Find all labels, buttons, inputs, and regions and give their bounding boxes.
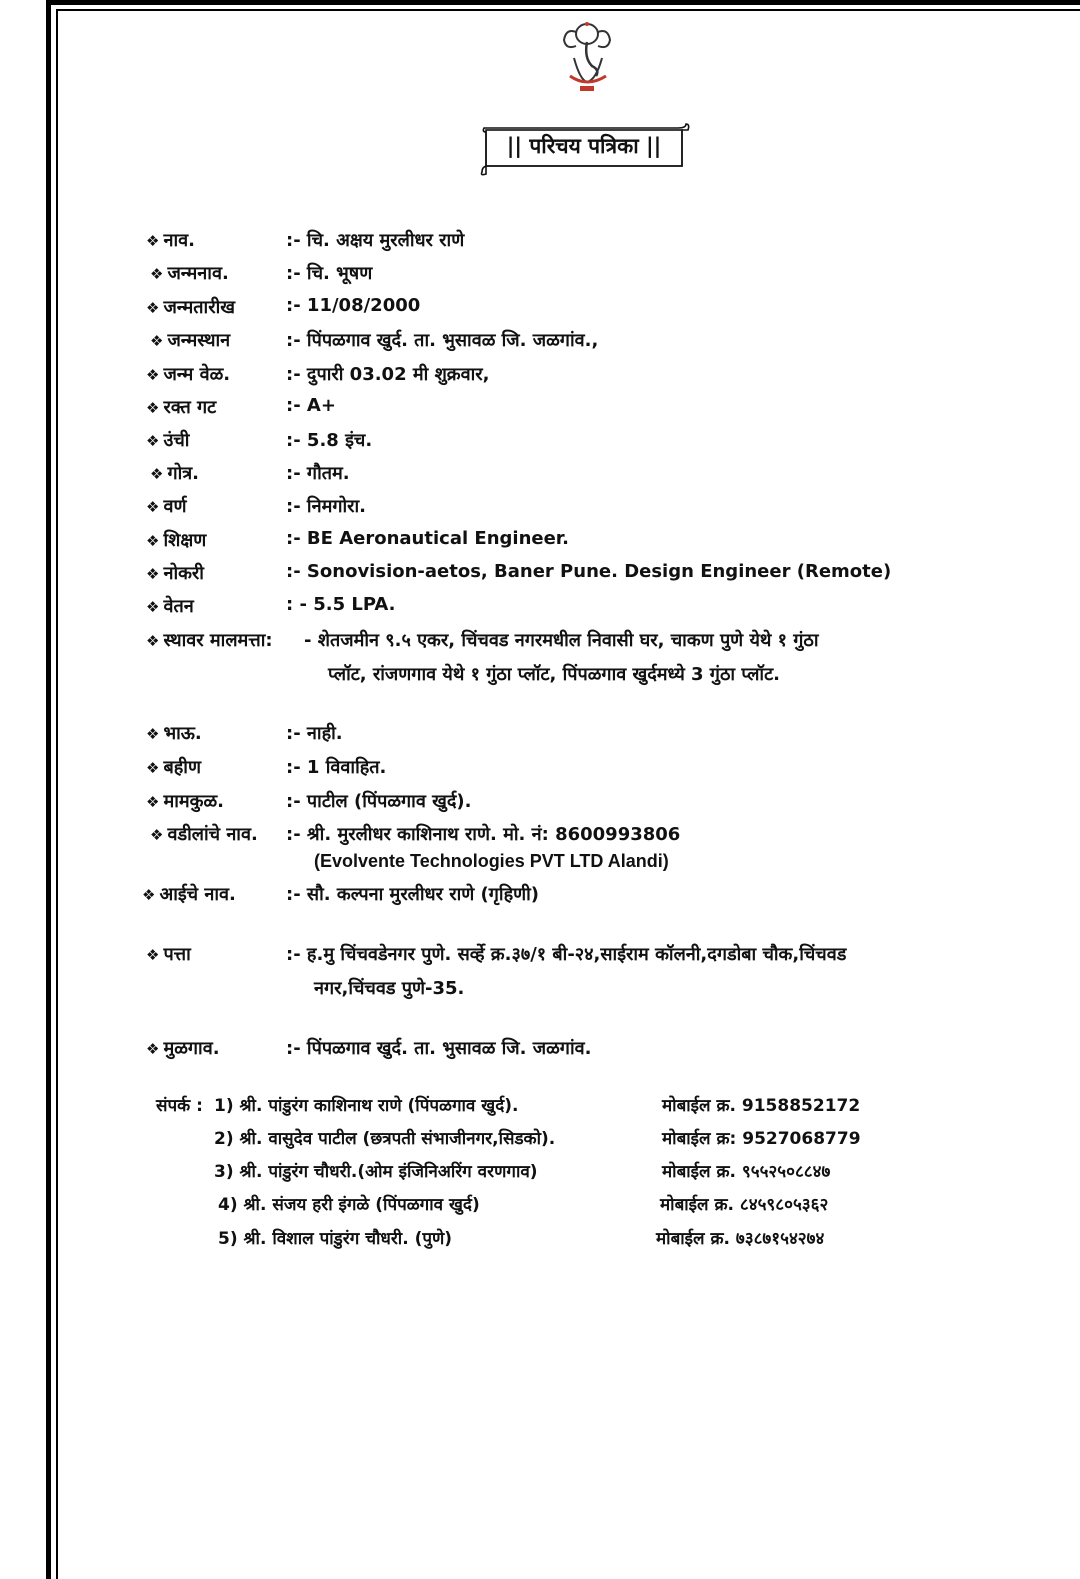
detail-label — [150, 461, 199, 485]
property-value: - शेतजमीन ९.५ एकर, चिंचवड नगरमधील निवासी घर, चाकण पुणे येथे १ गुंठा — [304, 630, 819, 651]
contact-name: 5) श्री. विशाल पांडुरंग चौधरी. (पुणे) — [218, 1229, 453, 1249]
family-value: :- 1 विवाहित. — [286, 757, 387, 778]
detail-label-text: उंची — [163, 430, 190, 451]
bullet-icon: ❖ — [146, 725, 160, 743]
detail-label-text: रक्त गट — [163, 397, 217, 418]
property-label — [146, 628, 273, 652]
detail-label — [146, 228, 195, 252]
detail-row — [146, 494, 1046, 524]
contact-mobile: मोबाईल क्र. 9158852172 — [662, 1096, 861, 1116]
detail-label-text: पत्ता — [163, 944, 191, 965]
detail-label-text: स्थावर मालमत्ता: — [163, 630, 273, 651]
bullet-icon: ❖ — [150, 826, 164, 844]
page-title: || परिचय पत्रिका || — [506, 134, 662, 158]
contact-name: 1) श्री. पांडुरंग काशिनाथ राणे (पिंपळगाव खुर्द). — [214, 1096, 519, 1116]
detail-value: : - 5.5 LPA. — [286, 594, 396, 615]
detail-label-text: मामकुळ. — [163, 791, 224, 812]
bullet-icon: ❖ — [146, 632, 160, 650]
detail-label — [146, 494, 186, 518]
detail-row — [146, 362, 1046, 392]
detail-label-text: जन्मनाव. — [167, 263, 229, 284]
detail-value: :- 11/08/2000 — [286, 295, 421, 316]
bullet-icon: ❖ — [146, 946, 160, 964]
bullet-icon: ❖ — [150, 332, 164, 350]
bullet-icon: ❖ — [146, 299, 160, 317]
bullet-icon: ❖ — [146, 366, 160, 384]
detail-row — [146, 755, 1046, 785]
detail-label-text: वडीलांचे नाव. — [167, 824, 258, 845]
bullet-icon: ❖ — [146, 759, 160, 777]
detail-label-text: नाव. — [163, 230, 195, 251]
bullet-icon: ❖ — [146, 399, 160, 417]
detail-value: :- दुपारी 03.02 मी शुक्रवार, — [286, 364, 490, 385]
detail-row — [146, 789, 1046, 819]
contact-name: 2) श्री. वासुदेव पाटील (छत्रपती संभाजीनगर,सिडको). — [214, 1129, 556, 1149]
detail-label-text: बहीण — [163, 757, 201, 778]
detail-label — [146, 295, 235, 319]
detail-row — [142, 882, 1042, 912]
detail-row — [146, 295, 1046, 325]
detail-row — [146, 428, 1046, 458]
detail-label — [146, 561, 204, 585]
detail-label-text: शिक्षण — [163, 530, 207, 551]
family-value: :- पाटील (पिंपळगाव खुर्द). — [286, 791, 472, 812]
mother-value: :- सौ. कल्पना मुरलीधर राणे (गृहिणी) — [286, 884, 540, 905]
bullet-icon: ❖ — [142, 886, 156, 904]
contact-mobile: मोबाईल क्र: 9527068779 — [662, 1129, 861, 1149]
bullet-icon: ❖ — [150, 465, 164, 483]
mother-label — [142, 882, 236, 906]
bullet-icon: ❖ — [146, 532, 160, 550]
detail-value: :- चि. भूषण — [286, 263, 373, 284]
father-company: (Evolvente Technologies PVT LTD Alandi) — [314, 851, 669, 871]
contacts-label: संपर्क : — [156, 1096, 203, 1116]
detail-label-text: नोकरी — [163, 563, 204, 584]
detail-row — [146, 594, 1046, 624]
detail-value: :- A+ — [286, 395, 336, 416]
contact-mobile: मोबाईल क्र. ८४५९८०५३६२ — [660, 1195, 829, 1215]
detail-value: :- पिंपळगाव खुर्द. ता. भुसावळ जि. जळगांव., — [286, 330, 599, 351]
detail-row — [146, 528, 1046, 558]
father-label — [150, 822, 258, 846]
detail-row — [146, 721, 1046, 751]
bullet-icon: ❖ — [146, 498, 160, 516]
detail-row — [146, 395, 1046, 425]
detail-value: :- निमगोरा. — [286, 496, 367, 517]
address-value: :- ह.मु चिंचवडेनगर पुणे. सर्व्हे क्र.३७/१ बी-२४,साईराम कॉलनी,दगडोबा चौक,चिंचवड — [286, 944, 847, 965]
detail-label — [146, 528, 206, 552]
detail-label-text: आईचे नाव. — [159, 884, 236, 905]
bullet-icon: ❖ — [150, 265, 164, 283]
address-line-2: नगर,चिंचवड पुणे-35. — [314, 978, 465, 999]
contact-name: 3) श्री. पांडुरंग चौधरी.(ओम इंजिनिअरिंग वरणगाव) — [214, 1162, 538, 1182]
detail-label — [146, 362, 230, 386]
bullet-icon: ❖ — [146, 793, 160, 811]
detail-label — [146, 395, 216, 419]
detail-row — [150, 328, 1050, 358]
detail-value: :- Sonovision-aetos, Baner Pune. Design Engineer (Remote) — [286, 561, 892, 582]
bullet-icon: ❖ — [146, 232, 160, 250]
detail-row — [146, 942, 1046, 972]
detail-row — [146, 561, 1046, 591]
detail-row — [146, 628, 1046, 658]
detail-label-text: भाऊ. — [163, 723, 202, 744]
family-label — [146, 721, 202, 745]
detail-label-text: जन्मतारीख — [163, 297, 235, 318]
native-value: :- पिंपळगाव खुर्द. ता. भुसावळ जि. जळगांव. — [286, 1038, 592, 1059]
detail-label-text: वर्ण — [163, 496, 187, 517]
native-label — [146, 1036, 220, 1060]
bullet-icon: ❖ — [146, 432, 160, 450]
detail-row — [150, 461, 1050, 491]
contact-mobile: मोबाईल क्र. ९५५२५०८८४७ — [662, 1162, 831, 1182]
detail-label — [150, 328, 230, 352]
contact-name: 4) श्री. संजय हरी इंगळे (पिंपळगाव खुर्द) — [218, 1195, 480, 1215]
bullet-icon: ❖ — [146, 1040, 160, 1058]
ganesha-icon — [556, 14, 618, 98]
detail-row — [146, 228, 1046, 258]
address-label — [146, 942, 191, 966]
detail-label-text: मुळगाव. — [163, 1038, 220, 1059]
bullet-icon: ❖ — [146, 598, 160, 616]
detail-row — [150, 822, 1050, 852]
detail-label-text: गोत्र. — [167, 463, 200, 484]
detail-label — [150, 261, 229, 285]
detail-label-text: जन्म वेळ. — [163, 364, 231, 385]
detail-value: :- 5.8 इंच. — [286, 430, 373, 451]
detail-value: :- गौतम. — [286, 463, 350, 484]
detail-row — [150, 261, 1050, 291]
family-label — [146, 755, 201, 779]
detail-value: :- BE Aeronautical Engineer. — [286, 528, 569, 549]
property-line-2: प्लॉट, रांजणगाव येथे १ गुंठा प्लॉट, पिंपळगाव खुर्दमध्ये 3 गुंठा प्लॉट. — [328, 664, 780, 685]
detail-value: :- चि. अक्षय मुरलीधर राणे — [286, 230, 465, 251]
family-label — [146, 789, 224, 813]
father-value: :- श्री. मुरलीधर काशिनाथ राणे. मो. नं: 8600993806 — [286, 824, 681, 845]
detail-row — [146, 1036, 1046, 1066]
family-value: :- नाही. — [286, 723, 343, 744]
detail-label-text: जन्मस्थान — [167, 330, 231, 351]
detail-label-text: वेतन — [163, 596, 194, 617]
detail-label — [146, 594, 194, 618]
bullet-icon: ❖ — [146, 565, 160, 583]
contact-mobile: मोबाईल क्र. ७३८७१५४२७४ — [656, 1229, 825, 1249]
detail-label — [146, 428, 189, 452]
